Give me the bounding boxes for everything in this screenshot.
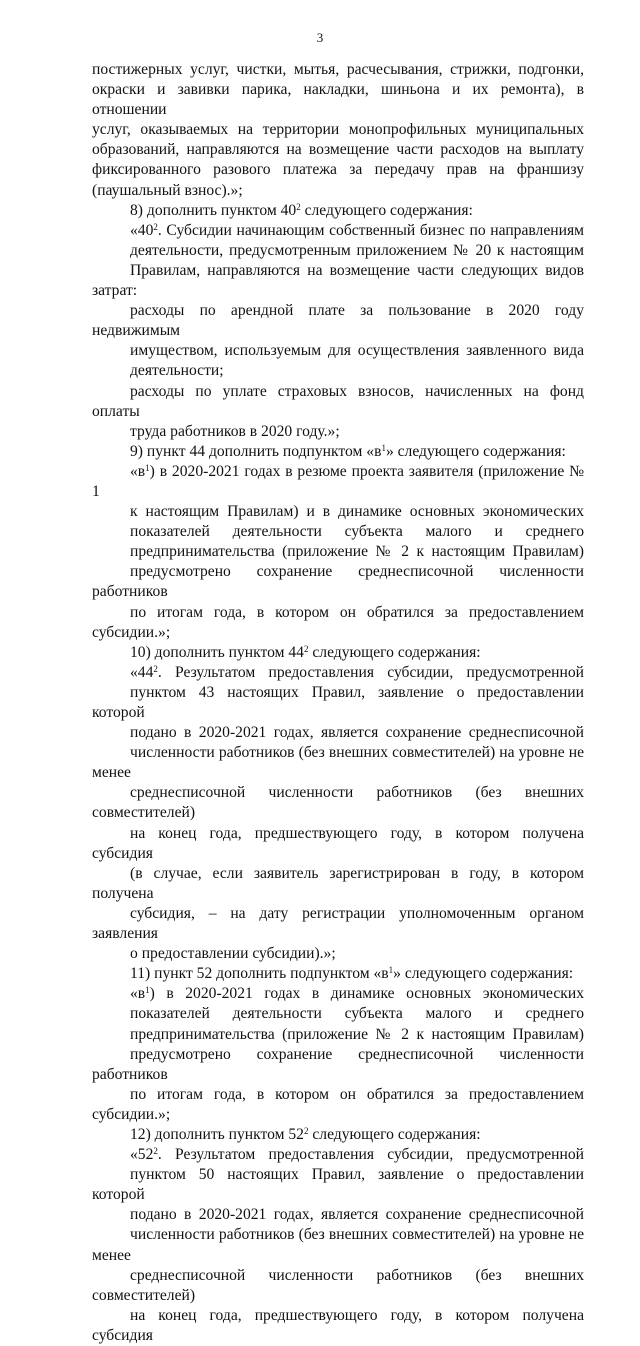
paragraph <box>92 663 584 964</box>
document-body <box>92 60 584 1346</box>
text-line: по итогам года, в котором он обратился за предоставлением субсидии.»; <box>92 1085 584 1123</box>
text-line: на конец года, предшествующего году, в котором получена субсидия <box>92 1306 584 1344</box>
text-line: расходы по уплате страховых взносов, начисленных на фонд оплаты <box>92 382 584 420</box>
text-line: 11) пункт 52 дополнить подпунктом «$в^1$» следующего содержания: <box>130 965 574 983</box>
text-line: численности работников (без внешних совместителей) на уровне не менее <box>92 1226 584 1264</box>
text-line: постижерных услуг, чистки, мытья, расчесывания, стрижки, подгонки, <box>92 61 584 78</box>
text-line: по итогам года, в котором он обратился за предоставлением субсидии.»; <box>92 603 584 641</box>
text-line: деятельности, предусмотренным приложением № 20 к настоящим <box>130 241 584 259</box>
text-line: о предоставлении субсидии).»; <box>130 945 336 963</box>
text-line: «$40^2$. Субсидии начинающим собственный бизнес по направлениям <box>130 221 584 239</box>
paragraph <box>92 442 584 462</box>
text-line: на конец года, предшествующего году, в котором получена субсидия <box>92 824 584 862</box>
text-line: подано в 2020-2021 годах, является сохранение среднесписочной <box>130 1206 584 1224</box>
text-line: предусмотрено сохранение среднесписочной численности работников <box>92 1045 584 1083</box>
paragraph <box>92 1145 584 1346</box>
text-line: предпринимательства (приложение № 2 к настоящим Правилам) <box>130 1025 584 1043</box>
text-line: (паушальный взнос).»; <box>92 181 243 199</box>
paragraph <box>92 1125 584 1145</box>
text-line: «$44^2$. Результатом предоставления субсидии, предусмотренной <box>130 663 584 681</box>
text-line: среднесписочной численности работников (без внешних совместителей) <box>92 1266 584 1304</box>
text-line: «$в^1$) в 2020-2021 годах в динамике основных экономических <box>130 985 584 1003</box>
text-line: 12) дополнить пунктом $52^2$ следующего содержания: <box>130 1125 481 1143</box>
text-line: расходы по арендной плате за пользование в 2020 году недвижимым <box>92 302 584 340</box>
text-line: деятельности; <box>130 362 224 380</box>
paragraph <box>92 462 584 643</box>
text-line: фиксированного разового платежа за передачу прав на франшизу <box>92 161 584 179</box>
text-line: подано в 2020-2021 годах, является сохранение среднесписочной <box>130 724 584 742</box>
paragraph <box>92 201 584 221</box>
text-line: среднесписочной численности работников (без внешних совместителей) <box>92 784 584 822</box>
text-line: 8) дополнить пунктом $40^2$ следующего содержания: <box>130 201 473 219</box>
paragraph <box>92 301 584 381</box>
text-line: труда работников в 2020 году.»; <box>130 422 340 440</box>
text-line: «$в^1$) в 2020-2021 годах в резюме проекта заявителя (приложение № 1 <box>92 462 584 500</box>
text-line: пунктом 50 настоящих Правил, заявление о предоставлении которой <box>92 1166 584 1204</box>
text-line: услуг, оказываемых на территории монопрофильных муниципальных <box>92 121 584 139</box>
text-line: численности работников (без внешних совместителей) на уровне не менее <box>92 744 584 782</box>
paragraph <box>92 60 584 201</box>
text-line: Правилам, направляются на возмещение части следующих видов затрат: <box>92 261 584 300</box>
text-line: пунктом 43 настоящих Правил, заявление о предоставлении которой <box>92 683 584 721</box>
paragraph <box>92 643 584 663</box>
text-line: (в случае, если заявитель зарегистрирован в году, в котором получена <box>92 864 584 902</box>
text-line: «$52^2$. Результатом предоставления субсидии, предусмотренной <box>130 1146 584 1164</box>
text-line: показателей деятельности субъекта малого и среднего <box>130 523 584 541</box>
paragraph <box>92 221 584 301</box>
text-line: к настоящим Правилам) и в динамике основных экономических <box>130 503 584 521</box>
paragraph <box>92 964 584 984</box>
text-line: 10) дополнить пунктом $44^2$ следующего содержания: <box>130 643 481 661</box>
paragraph <box>92 382 584 442</box>
paragraph <box>92 984 584 1125</box>
text-line: имуществом, используемым для осуществления заявленного вида <box>130 342 584 360</box>
page-number: 3 <box>316 30 324 45</box>
text-line: субсидия, – на дату регистрации уполномоченным органом заявления <box>92 904 584 943</box>
text-line: показателей деятельности субъекта малого и среднего <box>130 1005 584 1023</box>
text-line: предпринимательства (приложение № 2 к настоящим Правилам) <box>130 543 584 561</box>
text-line: 9) пункт 44 дополнить подпунктом «$в^1$» следующего содержания: <box>130 442 566 460</box>
text-line: окраски и завивки парика, накладки, шиньона и их ремонта), в отношении <box>92 81 584 119</box>
text-line: образований, направляются на возмещение части расходов на выплату <box>92 141 584 159</box>
text-line: предусмотрено сохранение среднесписочной численности работников <box>92 563 584 601</box>
